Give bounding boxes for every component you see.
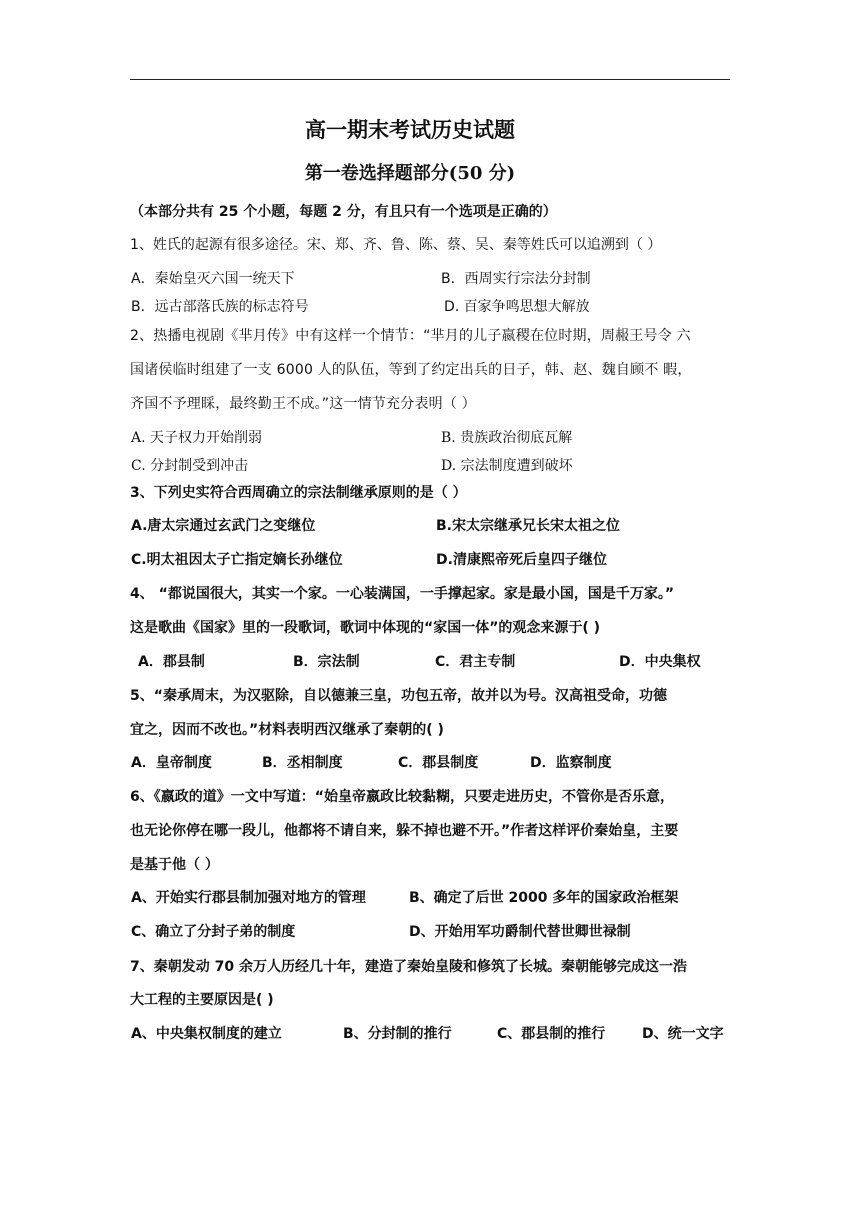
question-3-option-c: C.明太祖因太子亡指定嫡长孙继位: [131, 552, 343, 568]
question-1-option-a: A．秦始皇灭六国一统天下: [131, 271, 295, 287]
question-7-stem-line-2: 大工程的主要原因是( ): [130, 992, 274, 1008]
question-2-option-c: C. 分封制受到冲击: [131, 458, 249, 474]
question-5-stem-line-1: 5、“秦承周末，为汉驱除，自以德兼三皇，功包五帝，故并以为号。汉高祖受命，功德: [130, 688, 667, 704]
question-3-option-d: D.清康熙帝死后皇四子继位: [436, 552, 607, 568]
question-4-option-a: A．郡县制: [138, 654, 205, 670]
question-3-option-a: A.唐太宗通过玄武门之变继位: [131, 518, 316, 534]
question-6-stem-line-1: 6、《嬴政的道》一文中写道：“始皇帝嬴政比较黏糊，只要走进历史，不管你是否乐意，: [130, 789, 674, 805]
question-4-stem-line-1: 4、 “都说国很大，其实一个家。一心装满国，一手撑起家。家是最小国，国是千万家。”: [130, 586, 675, 602]
question-1-option-b: B．西周实行宗法分封制: [441, 271, 591, 287]
question-7-option-b: B、分封制的推行: [343, 1026, 452, 1042]
header-rule: [130, 79, 730, 80]
section-instructions: （本部分共有 25 个小题，每题 2 分，有且只有一个选项是正确的）: [130, 204, 557, 220]
question-6-option-a: A、开始实行郡县制加强对地方的管理: [131, 890, 366, 906]
question-4-option-b: B．宗法制: [293, 654, 360, 670]
question-6-stem-line-3: 是基于他（ ）: [130, 857, 219, 873]
question-1-option-c: B．远古部落氏族的标志符号: [131, 299, 309, 315]
question-7-option-c: C、郡县制的推行: [497, 1026, 606, 1042]
question-6-option-b: B、确定了后世 2000 多年的国家政治框架: [409, 890, 679, 906]
question-5-option-b: B．丞相制度: [262, 755, 343, 771]
question-7-option-a: A、中央集权制度的建立: [131, 1026, 282, 1042]
question-1-stem: 1、姓氏的起源有很多途径。宋、郑、齐、鲁、陈、蔡、吴、秦等姓氏可以追溯到（ ）: [130, 237, 662, 253]
question-1-option-d: D. 百家争鸣思想大解放: [444, 299, 590, 315]
question-6-option-d: D、开始用军功爵制代替世卿世禄制: [409, 924, 631, 940]
question-2-stem-line-2: 国诸侯临时组建了一支 6000 人的队伍，等到了约定出兵的日子，韩、赵、魏自顾不 暇，: [130, 362, 692, 378]
question-5-stem-line-2: 宜之，因而不改也。”材料表明西汉继承了秦朝的( ): [130, 722, 444, 738]
question-5-option-d: D．监察制度: [530, 755, 612, 771]
question-5-option-c: C．郡县制度: [398, 755, 479, 771]
question-3-option-b: B.宋太宗继承兄长宋太祖之位: [436, 518, 620, 534]
exam-title: 高一期末考试历史试题: [305, 117, 515, 142]
question-2-option-a: A. 天子权力开始削弱: [131, 430, 263, 446]
question-4-option-d: D．中央集权: [619, 654, 701, 670]
question-2-option-d: D. 宗法制度遭到破坏: [441, 458, 573, 474]
question-3-stem: 3、下列史实符合西周确立的宗法制继承原则的是（ ）: [130, 485, 467, 501]
question-7-option-d: D、统一文字: [642, 1026, 724, 1042]
question-4-stem-line-2: 这是歌曲《国家》里的一段歌词，歌词中体现的“家国一体”的观念来源于( ): [130, 620, 601, 636]
question-2-stem-line-3: 齐国不予理睬，最终勤王不成。”这一情节充分表明（ ）: [130, 396, 476, 412]
question-6-stem-line-2: 也无论你停在哪一段儿，他都将不请自来，躲不掉也避不开。”作者这样评价秦始皇，主要: [130, 823, 679, 839]
question-2-stem-line-1: 2、热播电视剧《芈月传》中有这样一个情节：“芈月的儿子嬴稷在位时期，周赧王号令 六: [130, 328, 691, 344]
question-4-option-c: C．君主专制: [435, 654, 516, 670]
question-5-option-a: A．皇帝制度: [131, 755, 212, 771]
question-7-stem-line-1: 7、秦朝发动 70 余万人历经几十年，建造了秦始皇陵和修筑了长城。秦朝能够完成这一浩: [130, 959, 687, 975]
question-2-option-b: B. 贵族政治彻底瓦解: [441, 430, 573, 446]
question-6-option-c: C、确立了分封子弟的制度: [131, 924, 296, 940]
section-subtitle: 第一卷选择题部分(50 分): [304, 163, 516, 184]
